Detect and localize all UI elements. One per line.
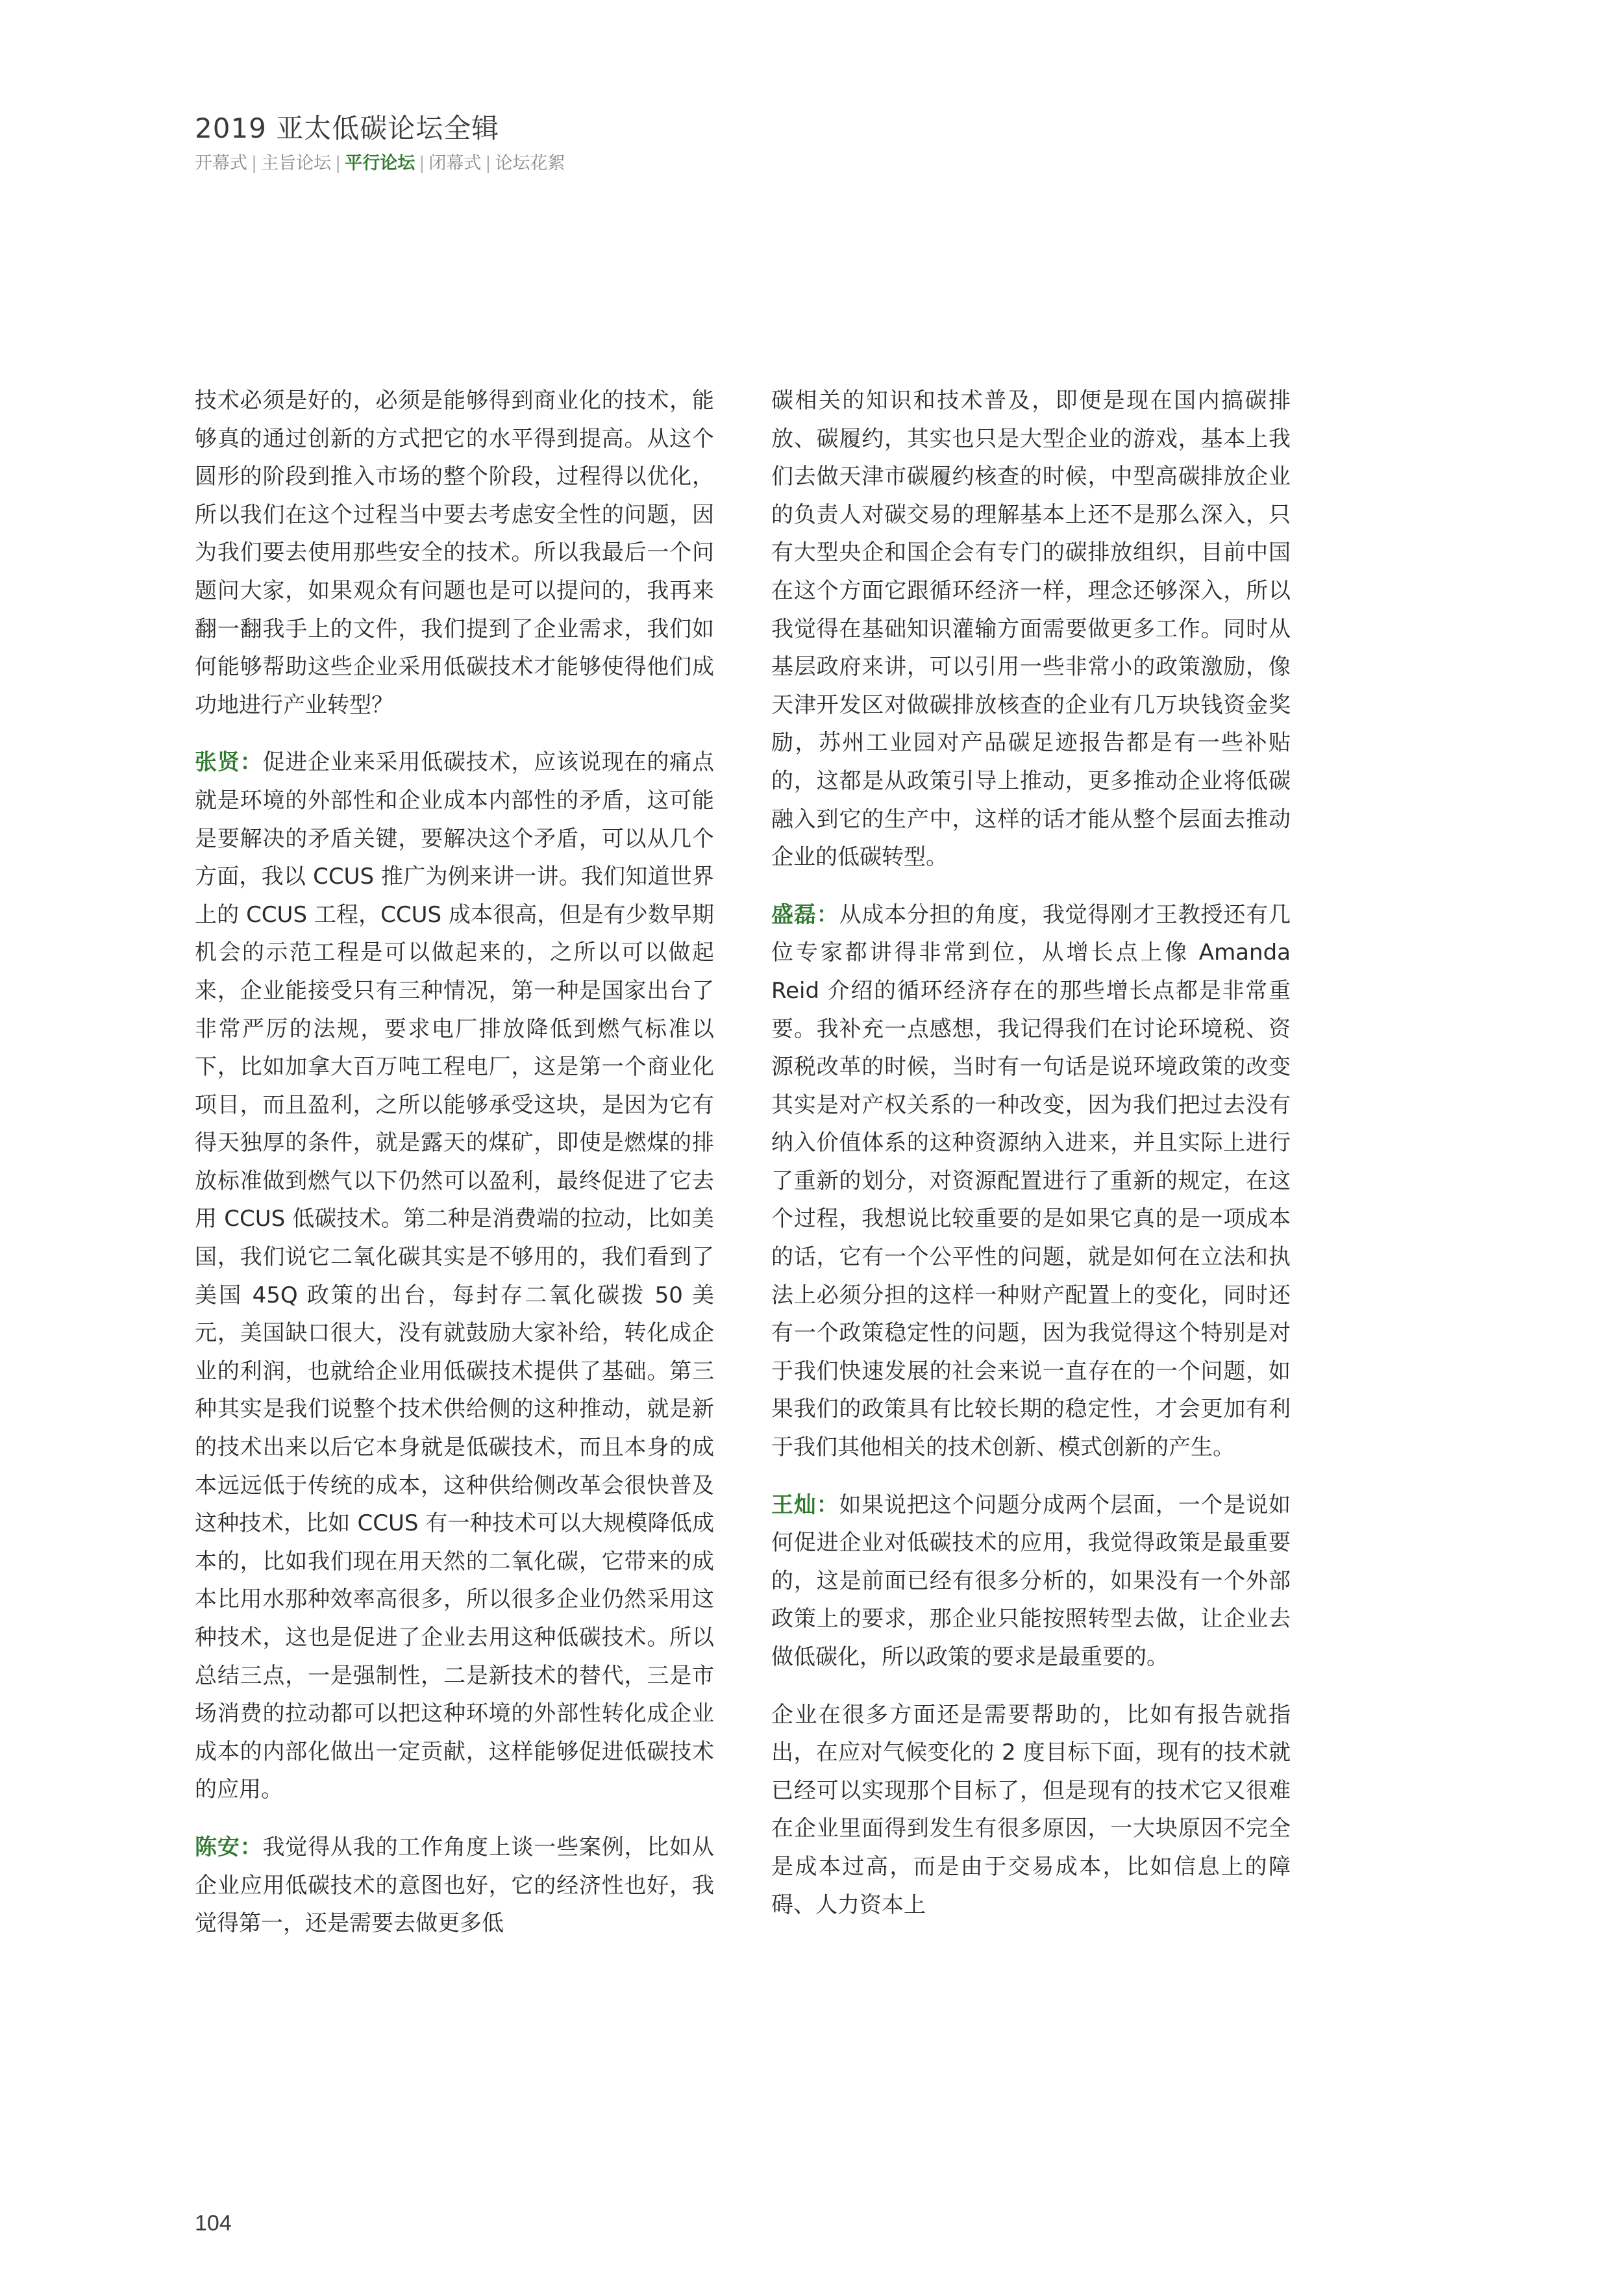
nav-item-highlights[interactable]: 论坛花絮 bbox=[495, 153, 565, 173]
speaker-name: 张贤： bbox=[195, 749, 263, 776]
paragraph: 碳相关的知识和技术普及，即便是现在国内搞碳排放、碳履约，其实也只是大型企业的游戏，基本上我们去做天津市碳履约核查的时候，中型高碳排放企业的负责人对碳交易的理解基本上还不是那么深入，只有大型央企和国企会有专门的碳排放组织，目前中国在这个方面它跟循环经济一样，理念还够深入，所以我觉得在基础知识灌输方面需要做更多工作。同时从基层政府来讲，可以引用一些非常小的政策激励，像天津开发区对做碳排放核查的企业有几万块钱资金奖励，苏州工业园对产品碳足迹报告都是有一些补贴的，这都是从政策引导上推动，更多推动企业将低碳融入到它的生产中，这样的话才能从整个层面去推动企业的低碳转型。 bbox=[771, 388, 1291, 871]
paragraph bbox=[195, 743, 714, 1809]
nav-item-opening[interactable]: 开幕式 bbox=[195, 153, 247, 173]
paragraph-text: 从成本分担的角度，我觉得刚才王教授还有几位专家都讲得非常到位，从增长点上像 Amanda Reid 介绍的循环经济存在的那些增长点都是非常重要。我补充一点感想，我记得我们在讨论环境税、资源税改革的时候，当时有一句话是说环境政策的改变其实是对产权关系的一种改变，因为我们把过去没有纳入价值体系的这种资源纳入进来，并且实际上进行了重新的划分，对资源配置进行了重新的规定，在这个过程，我想说比较重要的是如果它真的是一项成本的话，它有一个公平性的问题，就是如何在立法和执法上必须分担的这样一种财产配置上的变化，同时还有一个政策稳定性的问题，因为我觉得这个特别是对于我们快速发展的社会来说一直存在的一个问题，如果我们的政策具有比较长期的稳定性，才会更加有利于我们其他相关的技术创新、模式创新的产生。 bbox=[771, 901, 1291, 1461]
paragraph-text: 促进企业来采用低碳技术，应该说现在的痛点就是环境的外部性和企业成本内部性的矛盾，这可能是要解决的矛盾关键，要解决这个矛盾，可以从几个方面，我以 CCUS 推广为例来讲一讲。我们知道世界上的 CCUS 工程，CCUS 成本很高，但是有少数早期机会的示范工程是可以做起来的，之所以可以做起来，企业能接受只有三种情况，第一种是国家出台了非常严厉的法规，要求电厂排放降低到燃气标准以下，比如加拿大百万吨工程电厂，这是第一个商业化项目，而且盈利，之所以能够承受这块，是因为它有得天独厚的条件，就是露天的煤矿，即使是燃煤的排放标准做到燃气以下仍然可以盈利，最终促进了它去用 CCUS 低碳技术。第二种是消费端的拉动，比如美国，我们说它二氧化碳其实是不够用的，我们看到了美国 45Q 政策的出台，每封存二氧化碳拨 50 美元，美国缺口很大，没有就鼓励大家补给，转化成企业的利润，也就给企业用低碳技术提供了基础。第三种其实是我们说整个技术供给侧的这种推动，就是新的技术出来以后它本身就是低碳技术，而且本身的成本远远低于传统的成本，这种供给侧改革会很快普及这种技术，比如 CCUS 有一种技术可以大规模降低成本的，比如我们现在用天然的二氧化碳，它带来的成本比用水那种效率高很多，所以很多企业仍然采用这种技术，这也是促进了企业去用这种低碳技术。所以总结三点，一是强制性，二是新技术的替代，三是市场消费的拉动都可以把这种环境的外部性转化成企业成本的内部化做出一定贡献，这样能够促进低碳技术的应用。 bbox=[195, 749, 715, 1803]
speaker-name: 陈安： bbox=[195, 1834, 263, 1860]
right-column bbox=[771, 382, 1291, 1943]
publication-title: 2019 亚太低碳论坛全辑 bbox=[195, 112, 500, 144]
paragraph bbox=[771, 1486, 1291, 1677]
nav-item-parallel-forum[interactable]: 平行论坛 bbox=[345, 153, 415, 173]
nav-item-keynote[interactable]: 主旨论坛 bbox=[261, 153, 332, 173]
paragraph bbox=[771, 896, 1291, 1467]
paragraph: 企业在很多方面还是需要帮助的，比如有报告就指出，在应对气候变化的 2 度目标下面，现有的技术就已经可以实现那个目标了，但是现有的技术它又很难在企业里面得到发生有很多原因，一大块原因不完全是成本过高，而是由于交易成本，比如信息上的障碍、人力资本上 bbox=[771, 1701, 1291, 1918]
page-number: 104 bbox=[195, 2211, 232, 2236]
page-header bbox=[195, 110, 565, 177]
nav-separator: | bbox=[335, 153, 341, 173]
section-breadcrumb bbox=[195, 151, 565, 177]
nav-item-closing[interactable]: 闭幕式 bbox=[428, 153, 482, 173]
left-column bbox=[195, 382, 714, 1962]
speaker-name: 盛磊： bbox=[771, 901, 839, 928]
paragraph-text: 如果说把这个问题分成两个层面，一个是说如何促进企业对低碳技术的应用，我觉得政策是最重要的，这是前面已经有很多分析的，如果没有一个外部政策上的要求，那企业只能按照转型去做，让企业去做低碳化，所以政策的要求是最重要的。 bbox=[771, 1491, 1291, 1670]
paragraph bbox=[195, 1828, 714, 1943]
nav-separator: | bbox=[419, 153, 425, 173]
nav-separator: | bbox=[485, 153, 491, 173]
speaker-name: 王灿： bbox=[771, 1491, 839, 1518]
paragraph-text: 我觉得从我的工作角度上谈一些案例，比如从企业应用低碳技术的意图也好，它的经济性也好，我觉得第一，还是需要去做更多低 bbox=[195, 1834, 715, 1937]
paragraph: 技术必须是好的，必须是能够得到商业化的技术，能够真的通过创新的方式把它的水平得到提高。从这个圆形的阶段到推入市场的整个阶段，过程得以优化，所以我们在这个过程当中要去考虑安全性的问题，因为我们要去使用那些安全的技术。所以我最后一个问题问大家，如果观众有问题也是可以提问的，我再来翻一翻我手上的文件，我们提到了企业需求，我们如何能够帮助这些企业采用低碳技术才能够使得他们成功地进行产业转型？ bbox=[195, 388, 714, 718]
nav-separator: | bbox=[251, 153, 258, 173]
